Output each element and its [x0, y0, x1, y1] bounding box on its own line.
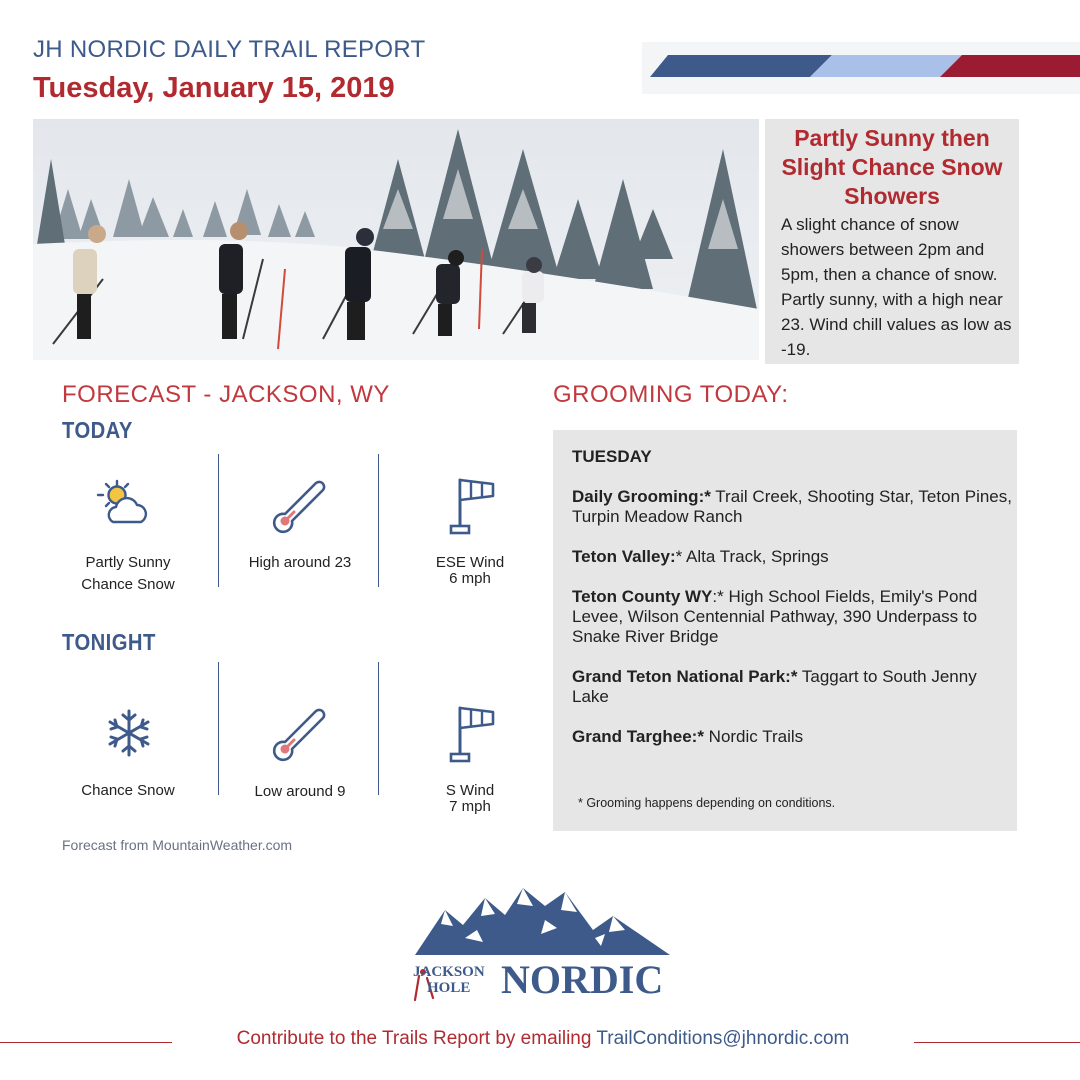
grooming-card [553, 430, 1017, 831]
forecast-source: Forecast from MountainWeather.com [62, 837, 293, 853]
divider [218, 454, 219, 587]
tonight-label: TONIGHT [62, 629, 156, 655]
tonight-temperature: Low around 9 [254, 783, 346, 800]
grooming-item: Teton County WY:* High School Fields, Emily's Pond Levee, Wilson Centennial Pathway, 390 Underpass to Snake River Bridge [572, 587, 978, 646]
today-label: TODAY [62, 417, 133, 443]
report-date: Tuesday, January 15, 2019 [33, 72, 395, 104]
footer-rule [914, 1042, 1080, 1043]
logo-hole: HOLE [427, 980, 471, 996]
weather-summary-text: A slight chance of snow showers between 2pm and 5pm, then a chance of snow. Partly sunny, with a high near 23. Wind chill values as low as -19. [781, 215, 1012, 359]
partly-sunny-icon [95, 478, 155, 538]
skiers-photo [33, 119, 759, 360]
logo-jackson: JACKSON [413, 964, 485, 980]
tonight-wind: S Wind 7 mph [445, 782, 495, 815]
today-wind: ESE Wind 6 mph [435, 554, 505, 587]
divider [378, 454, 379, 587]
grooming-footnote: * Grooming happens depending on conditions. [578, 796, 836, 810]
footer-contribute-text: Contribute to the Trails Report by emailing TrailConditions@jhnordic.com [236, 1028, 850, 1049]
thermometer-icon [270, 704, 330, 764]
weather-summary-title: Partly Sunny then Slight Chance Snow Showers [781, 125, 1003, 209]
grooming-day: TUESDAY [572, 447, 652, 466]
today-condition: Partly Sunny Chance Snow [81, 554, 175, 593]
grooming-item: Grand Targhee:* Nordic Trails [572, 727, 804, 746]
forecast-heading: FORECAST - JACKSON, WY [62, 381, 390, 408]
logo-wordmark: NORDIC [501, 957, 664, 1002]
grooming-heading: GROOMING TODAY: [553, 381, 789, 408]
grooming-item: Teton Valley:* Alta Track, Springs [572, 547, 829, 566]
divider [378, 662, 379, 795]
grooming-item: Grand Teton National Park:* Taggart to South Jenny Lake [572, 667, 977, 706]
thermometer-icon [270, 476, 330, 536]
snowflake-icon [99, 703, 159, 763]
tonight-condition: Chance Snow [81, 782, 175, 799]
jackson-hole-nordic-logo [405, 880, 675, 1012]
header-stripes [642, 42, 1080, 94]
today-temperature: High around 23 [248, 554, 352, 571]
report-title: JH NORDIC DAILY TRAIL REPORT [33, 36, 426, 63]
windsock-icon [445, 704, 505, 764]
grooming-item: Daily Grooming:* Trail Creek, Shooting Star, Teton Pines, Turpin Meadow Ranch [572, 487, 1012, 526]
contact-email-link[interactable]: TrailConditions@jhnordic.com [596, 1028, 850, 1049]
footer-rule [0, 1042, 172, 1043]
windsock-icon [445, 476, 505, 536]
divider [218, 662, 219, 795]
weather-summary-card [765, 119, 1019, 364]
